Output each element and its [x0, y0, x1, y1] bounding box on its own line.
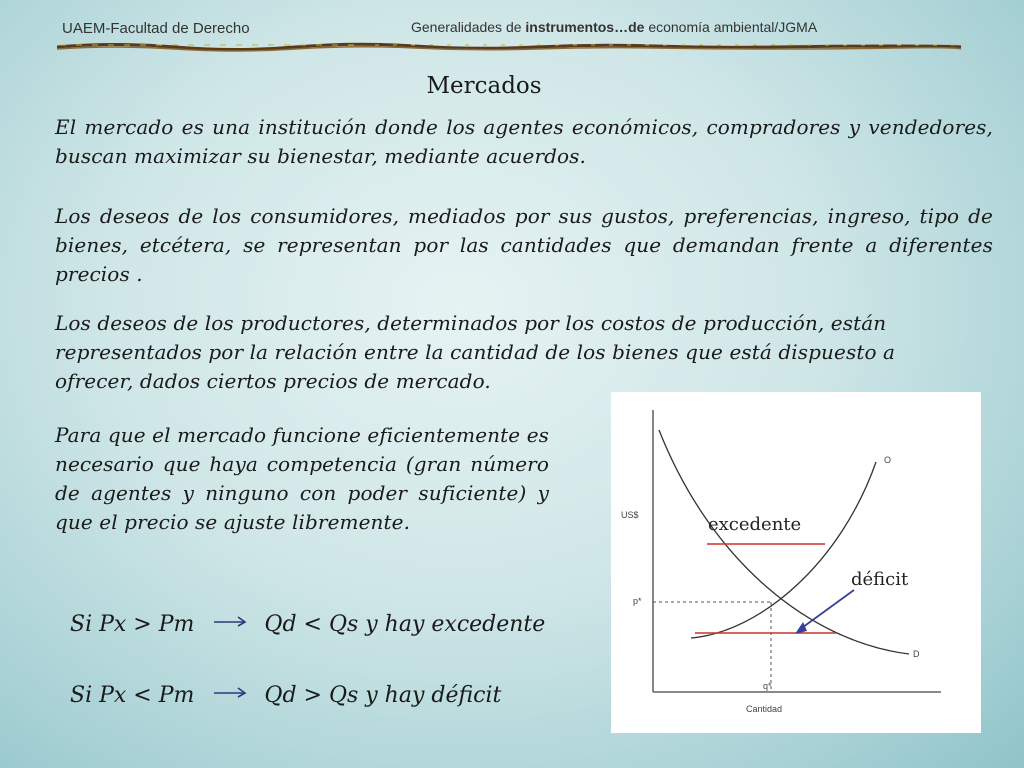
slide-header: [0, 0, 1024, 60]
paragraph-2: Los deseos de los consumidores, mediados por sus gustos, preferencias, ingreso, tipo de bienes, etcétera, se representan por las cantidades que demandan frente a diferentes precios .: [55, 204, 993, 286]
arrow-right-icon: [212, 613, 250, 627]
supply-curve: [691, 462, 876, 638]
price-tick-label: p*: [633, 596, 642, 606]
header-right-text: [411, 19, 817, 35]
slide-title-text: Mercados: [426, 73, 542, 99]
quantity-tick-label: q*: [763, 681, 772, 691]
y-axis-label: US$: [621, 510, 639, 520]
surplus-label: excedente: [708, 514, 802, 535]
paragraph-4: Para que el mercado funcione eficientemente es necesario que haya competencia (gran número de agentes y ninguno con poder suficiente) y que el precio se ajuste libremente.: [55, 423, 549, 534]
deficit-label: déficit: [851, 569, 909, 590]
header-right-bold: instrumentos…de: [525, 19, 645, 35]
rule-surplus-result: Qd < Qs y hay excedente: [264, 612, 546, 637]
supply-demand-svg: [611, 392, 981, 733]
rule-surplus: [70, 612, 545, 637]
rule-deficit: [70, 683, 501, 708]
arrow-right-icon: [212, 684, 250, 698]
demand-curve-label: D: [913, 649, 920, 659]
supply-curve-label: O: [884, 455, 892, 465]
rule-deficit-result: Qd > Qs y hay déficit: [264, 683, 502, 708]
demand-curve: [659, 430, 909, 654]
header-right-prefix: Generalidades de: [411, 19, 526, 35]
deficit-pointer-arrow: [799, 590, 854, 630]
header-left-text: UAEM-Facultad de Derecho: [62, 20, 250, 37]
paragraph-1: El mercado es una institución donde los agentes económicos, compradores y vendedores, buscan maximizar su bienestar, mediante acuerdos.: [55, 115, 993, 168]
supply-demand-diagram: [611, 392, 981, 733]
rule-deficit-condition: Si Px < Pm: [70, 683, 195, 708]
x-axis-label: Cantidad: [746, 704, 783, 714]
slide-title: [0, 73, 1024, 99]
paragraph-3: Los deseos de los productores, determinados por los costos de producción, están representados por la relación entre la cantidad de los bienes que está dispuesto a ofrecer, dados ciertos precios de mercado.: [55, 311, 896, 393]
rule-surplus-condition: Si Px > Pm: [70, 612, 195, 637]
decorative-rule: [55, 40, 965, 54]
header-right-suffix: economía ambiental/JGMA: [644, 19, 818, 35]
